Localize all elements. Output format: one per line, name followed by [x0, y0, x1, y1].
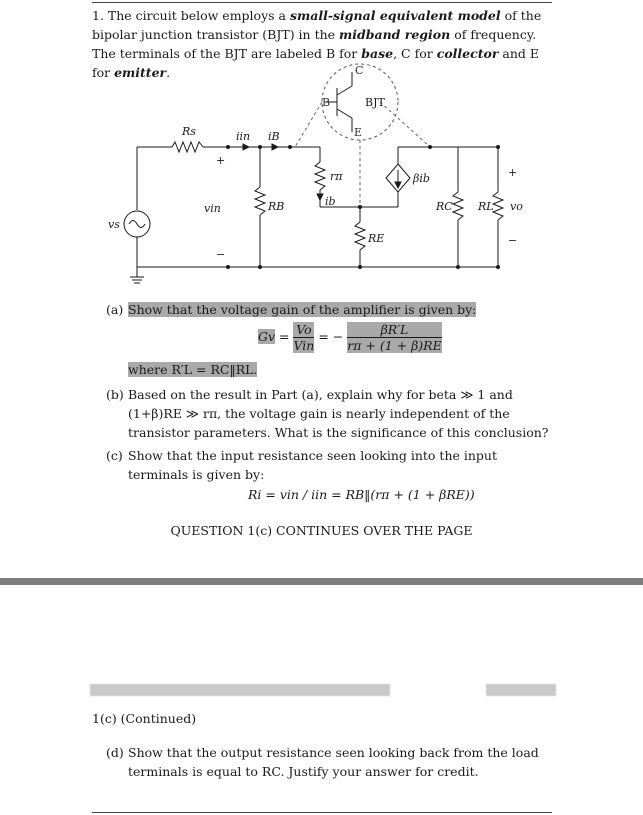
circuit-diagram: [0, 62, 643, 292]
part-a: (a) Show that the voltage gain of the amplifier is given by:: [106, 302, 477, 317]
label-c: C: [355, 64, 364, 77]
label-e: E: [354, 126, 363, 139]
gain-formula: Gv = Vo Vin = − $\frac{\beta R'L}{r\pi + (1 + \beta)RE}$: [258, 322, 442, 353]
label-beta-ib: βib: [413, 172, 430, 185]
label-rb: RB: [268, 200, 285, 213]
ri-formula: Ri = vin / iin = RB‖(rπ + (1 + βRE)): [248, 487, 475, 502]
label-bjt: BJT: [365, 96, 385, 109]
label-b: B: [322, 96, 331, 109]
continues-note: QUESTION 1(c) CONTINUES OVER THE PAGE: [170, 523, 473, 538]
label-vin: vin: [204, 202, 221, 215]
redacted-header-right: [486, 684, 556, 696]
label-vs: vs: [108, 218, 120, 231]
where-text: where R′L = RC‖RL.: [128, 362, 258, 377]
label-iin: iin: [236, 130, 251, 143]
part-d: (d) Show that the output resistance seen looking back from the load terminals is equal to RC. Justify your answer for credit.: [106, 745, 539, 779]
page-break-band: [0, 578, 643, 585]
label-re: RE: [368, 232, 385, 245]
label-ib2: ib: [325, 195, 336, 208]
label-ib: iB: [268, 130, 280, 143]
label-rc: RC: [436, 200, 453, 213]
part-b: (b) Based on the result in Part (a), explain why for beta ≫ 1 and (1+β)RE ≫ rπ, the voltage gain is nearly independent of the transistor parameters. What is the significance of this conclusion?: [106, 387, 549, 440]
top-rule: [92, 2, 552, 3]
label-minus-out: −: [508, 234, 518, 247]
label-plus-out: +: [508, 166, 518, 179]
label-plus-in: +: [216, 154, 226, 167]
label-vo: vo: [510, 200, 523, 213]
label-rl: RL: [478, 200, 494, 213]
question-intro: 1. The circuit below employs a small-signal equivalent model of the bipolar junction transistor (BJT) in the midband region of frequency. The terminals of the BJT are labeled B for base, C for collector and E for emitter.: [92, 8, 542, 80]
bottom-rule: [92, 812, 552, 813]
label-minus-in: −: [216, 248, 226, 261]
continued-heading: 1(c) (Continued): [92, 711, 197, 726]
label-rs: Rs: [182, 125, 196, 138]
label-rpi: rπ: [330, 170, 343, 183]
part-c: (c) Show that the input resistance seen looking into the input terminals is given by:: [106, 448, 497, 482]
redacted-header-left: [90, 684, 390, 696]
